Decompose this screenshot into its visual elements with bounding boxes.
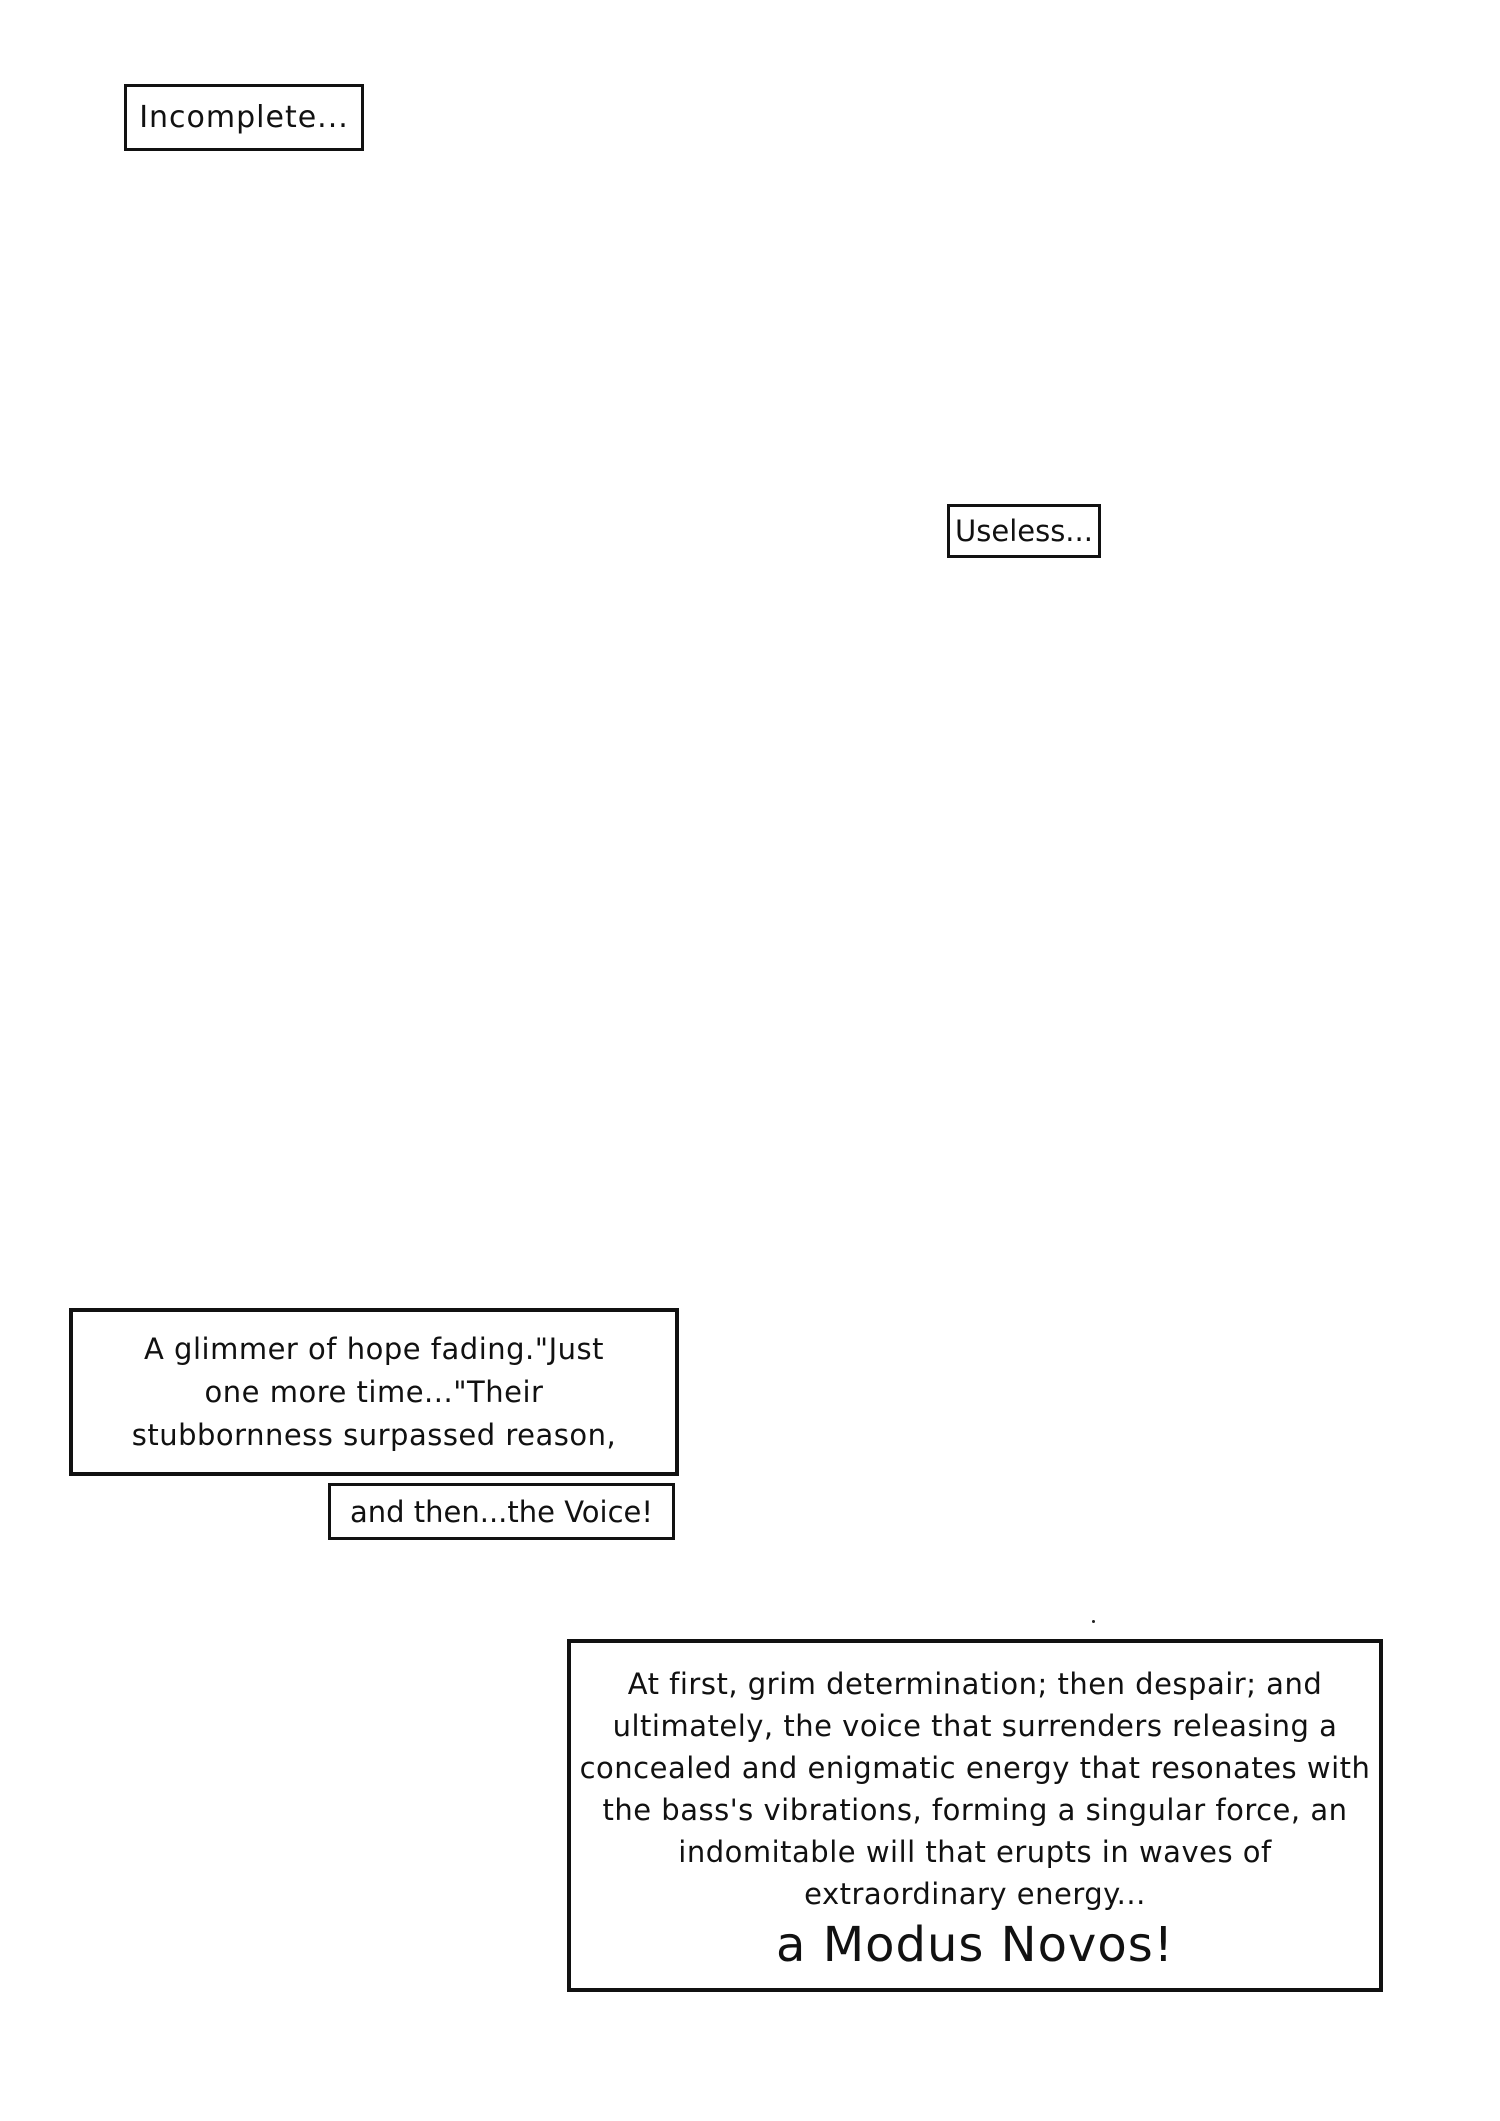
caption-line: stubbornness surpassed reason, bbox=[131, 1417, 617, 1452]
caption-box-useless bbox=[947, 504, 1101, 558]
caption-line: extraordinary energy... bbox=[804, 1876, 1146, 1911]
caption-box-modus-novos bbox=[567, 1639, 1383, 1992]
caption-text: Incomplete... bbox=[139, 100, 349, 135]
caption-text: Useless... bbox=[955, 514, 1093, 548]
caption-line: ultimately, the voice that surrenders releasing a bbox=[612, 1708, 1338, 1743]
caption-text-block bbox=[132, 1328, 617, 1457]
caption-line: concealed and enigmatic energy that resonates with bbox=[579, 1750, 1371, 1785]
caption-box-incomplete bbox=[124, 84, 364, 151]
caption-line: At first, grim determination; then despair; and bbox=[627, 1666, 1323, 1701]
caption-line: indomitable will that erupts in waves of bbox=[678, 1834, 1272, 1869]
caption-line: one more time..."Their bbox=[204, 1374, 544, 1409]
caption-text: and then...the Voice! bbox=[349, 1494, 653, 1529]
caption-line: A glimmer of hope fading."Just bbox=[143, 1331, 605, 1366]
caption-box-voice bbox=[328, 1483, 675, 1540]
caption-box-glimmer bbox=[69, 1308, 679, 1476]
caption-finale: a Modus Novos! bbox=[776, 1916, 1174, 1973]
caption-line: the bass's vibrations, forming a singular force, an bbox=[602, 1792, 1348, 1827]
ink-speck bbox=[1092, 1620, 1095, 1623]
